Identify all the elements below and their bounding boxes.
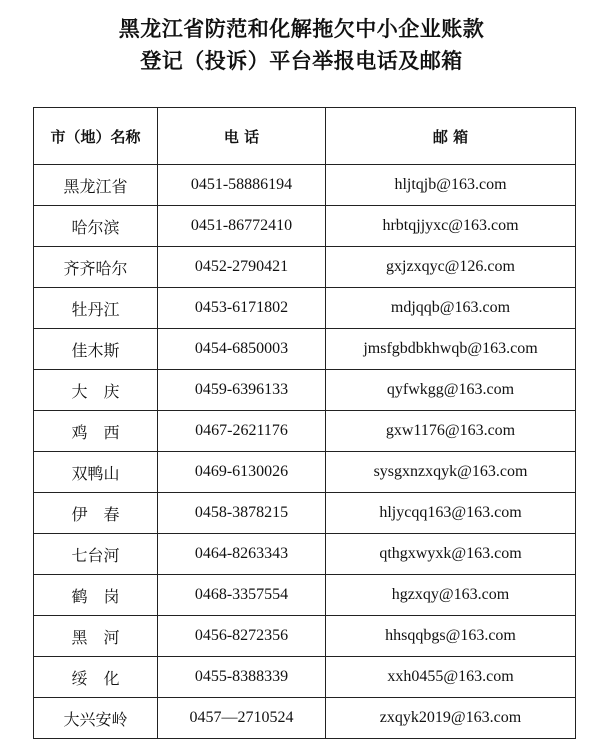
table-row (34, 411, 576, 452)
phone-number: 0464-8263343 (158, 534, 326, 575)
table-row (34, 616, 576, 657)
city-name: 双鸭山 (34, 452, 158, 493)
table-row (34, 247, 576, 288)
phone-number: 0459-6396133 (158, 370, 326, 411)
table-row (34, 206, 576, 247)
email-address: qyfwkgg@163.com (326, 370, 576, 411)
city-name: 大兴安岭 (34, 698, 158, 739)
document-title-line-1: 黑龙江省防范和化解拖欠中小企业账款 (118, 17, 485, 41)
table-row (34, 288, 576, 329)
table-row (34, 370, 576, 411)
city-name: 大 庆 (34, 370, 158, 411)
header-email: 邮 箱 (326, 108, 576, 165)
city-name: 鸡 西 (34, 411, 158, 452)
email-address: xxh0455@163.com (326, 657, 576, 698)
email-address: hhsqqbgs@163.com (326, 616, 576, 657)
table-row (34, 452, 576, 493)
phone-number: 0454-6850003 (158, 329, 326, 370)
email-address: gxjzxqyc@126.com (326, 247, 576, 288)
header-city: 市（地）名称 (34, 108, 158, 165)
table-header-row (34, 108, 576, 165)
email-address: hljycqq163@163.com (326, 493, 576, 534)
email-address: qthgxwyxk@163.com (326, 534, 576, 575)
phone-number: 0458-3878215 (158, 493, 326, 534)
city-name: 佳木斯 (34, 329, 158, 370)
phone-number: 0452-2790421 (158, 247, 326, 288)
city-name: 七台河 (34, 534, 158, 575)
phone-number: 0456-8272356 (158, 616, 326, 657)
document-title-line-2: 登记（投诉）平台举报电话及邮箱 (140, 49, 463, 73)
city-name: 牡丹江 (34, 288, 158, 329)
email-address: hgzxqy@163.com (326, 575, 576, 616)
city-name: 鹤 岗 (34, 575, 158, 616)
table-row (34, 329, 576, 370)
email-address: hljtqjb@163.com (326, 165, 576, 206)
city-name: 伊 春 (34, 493, 158, 534)
phone-number: 0453-6171802 (158, 288, 326, 329)
email-address: sysgxnzxqyk@163.com (326, 452, 576, 493)
email-address: zxqyk2019@163.com (326, 698, 576, 739)
email-address: gxw1176@163.com (326, 411, 576, 452)
table-row (34, 534, 576, 575)
table-row (34, 493, 576, 534)
header-phone: 电 话 (158, 108, 326, 165)
contact-table (33, 107, 576, 739)
phone-number: 0467-2621176 (158, 411, 326, 452)
email-address: jmsfgbdbkhwqb@163.com (326, 329, 576, 370)
table-row (34, 165, 576, 206)
email-address: hrbtqjjyxc@163.com (326, 206, 576, 247)
phone-number: 0451-86772410 (158, 206, 326, 247)
table-row (34, 657, 576, 698)
city-name: 绥 化 (34, 657, 158, 698)
phone-number: 0468-3357554 (158, 575, 326, 616)
phone-number: 0469-6130026 (158, 452, 326, 493)
city-name: 黑 河 (34, 616, 158, 657)
phone-number: 0457—2710524 (158, 698, 326, 739)
city-name: 哈尔滨 (34, 206, 158, 247)
email-address: mdjqqb@163.com (326, 288, 576, 329)
phone-number: 0455-8388339 (158, 657, 326, 698)
city-name: 齐齐哈尔 (34, 247, 158, 288)
table-row (34, 575, 576, 616)
phone-number: 0451-58886194 (158, 165, 326, 206)
table-row (34, 698, 576, 739)
city-name: 黑龙江省 (34, 165, 158, 206)
